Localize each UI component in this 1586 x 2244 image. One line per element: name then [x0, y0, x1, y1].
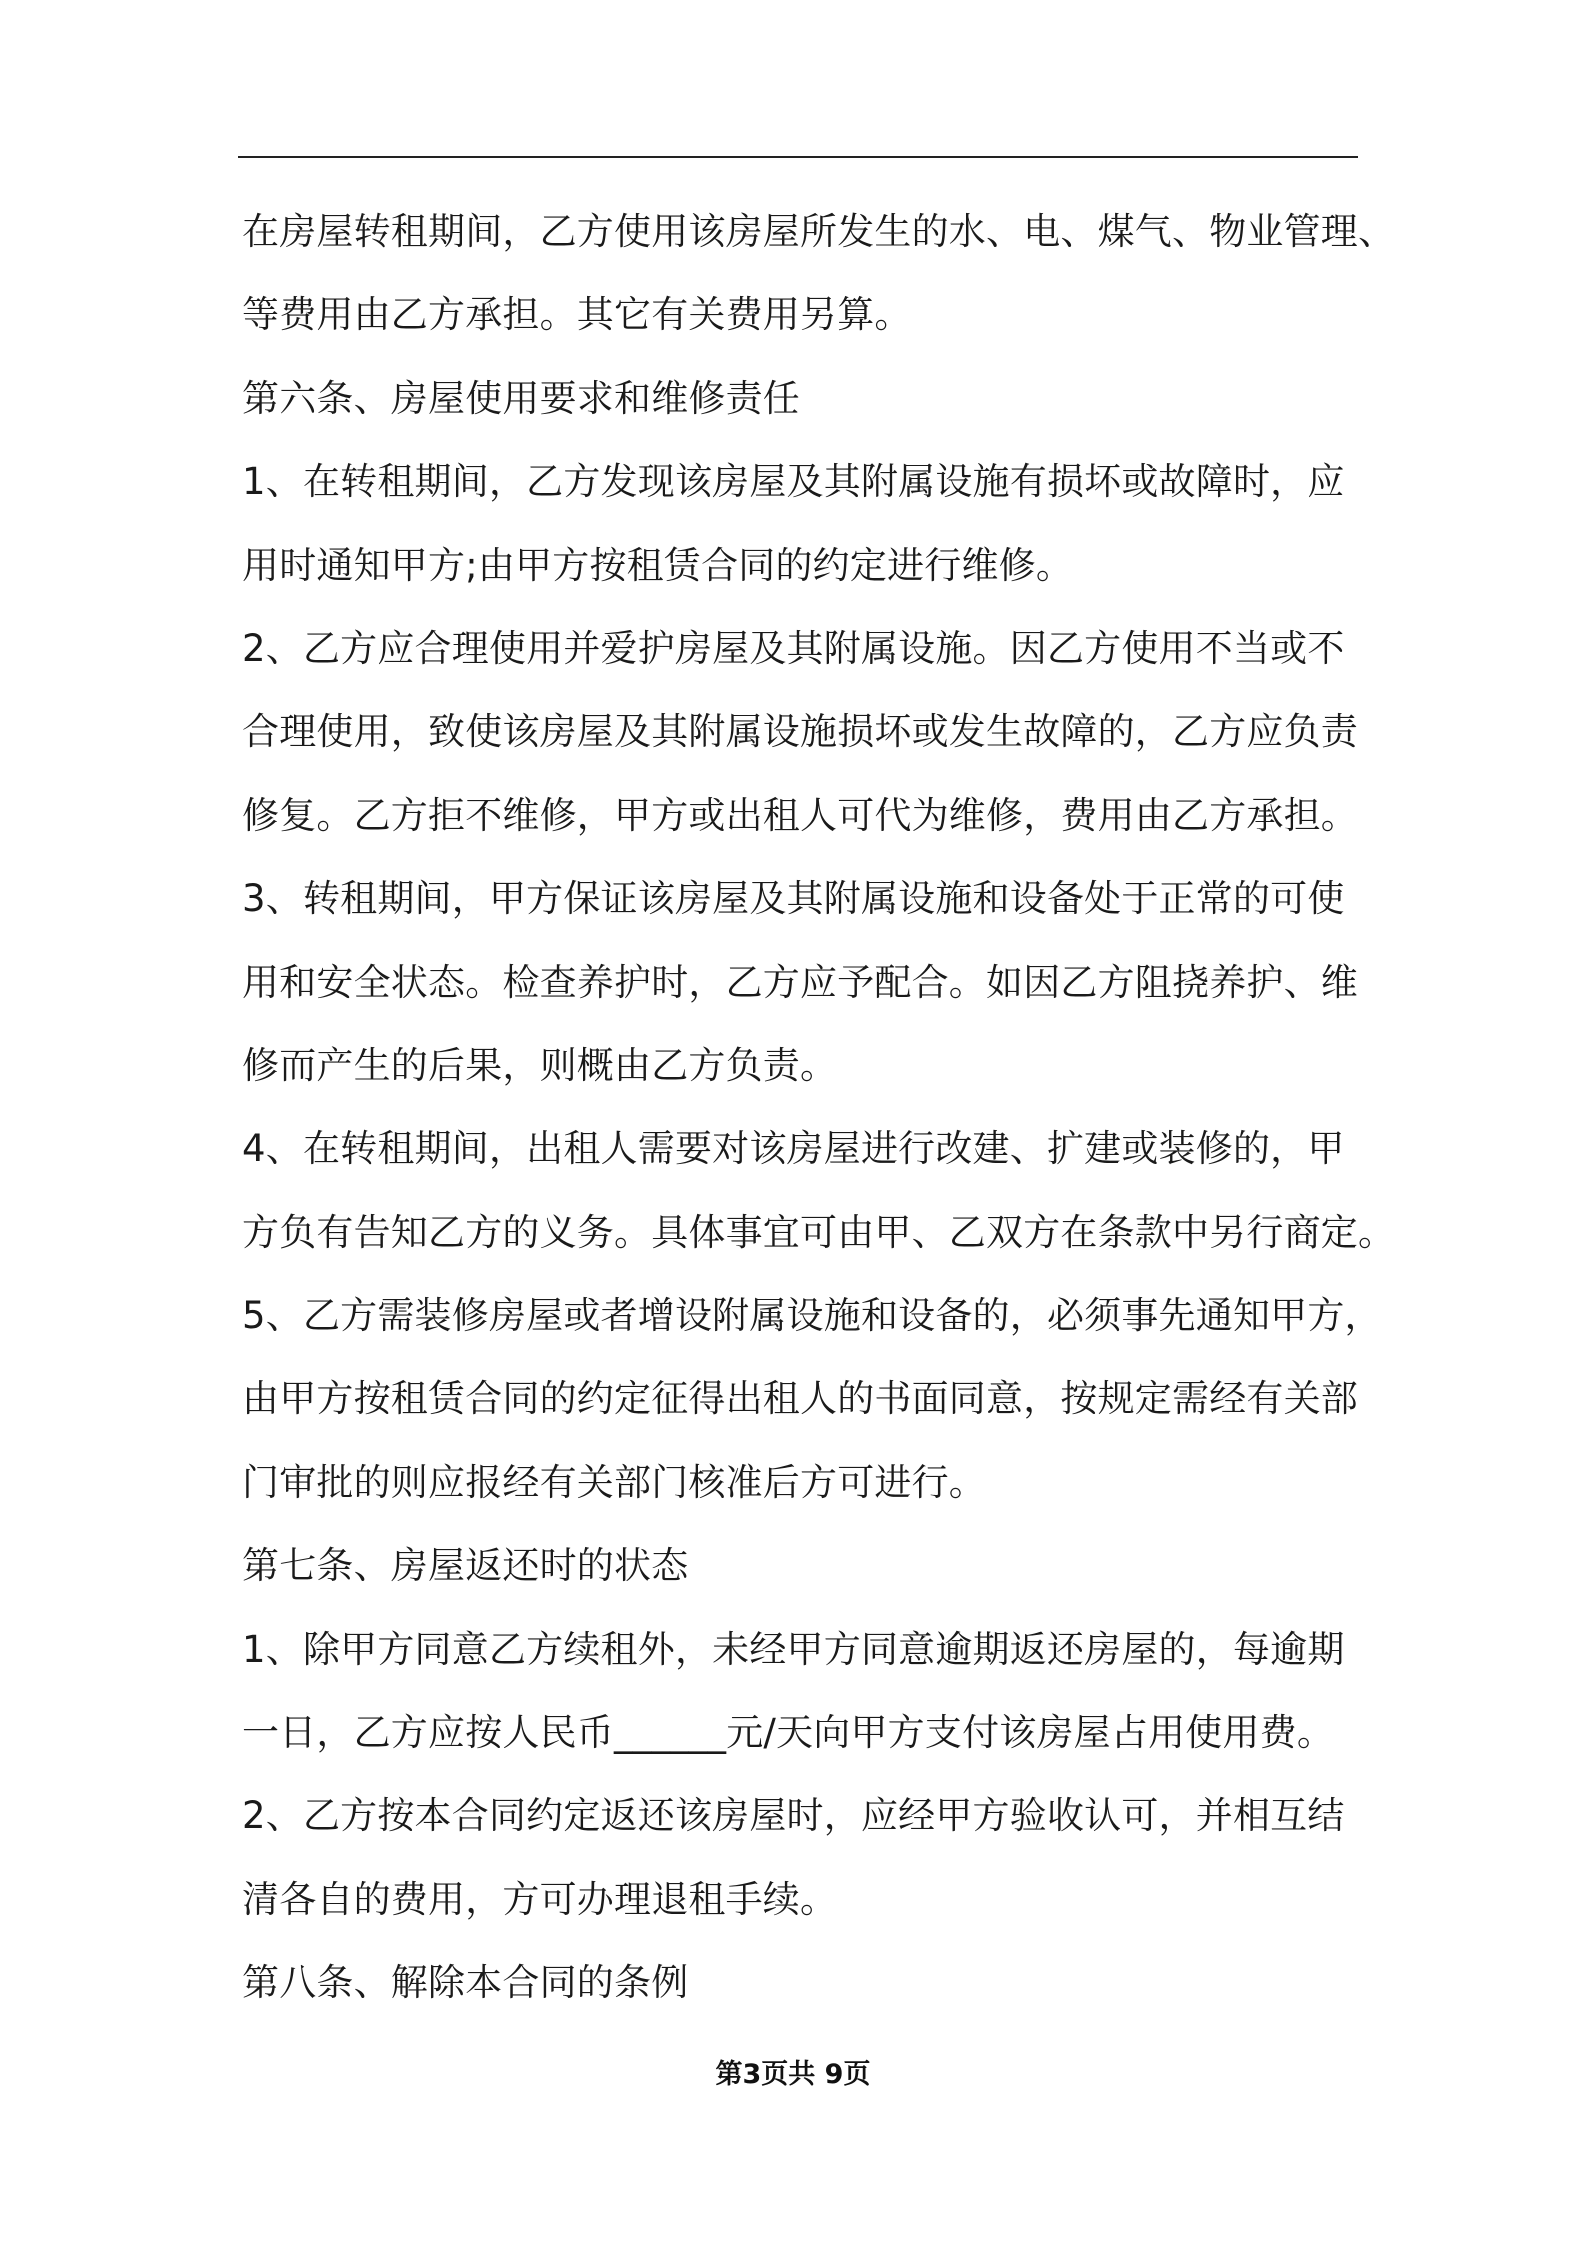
text-line: 用时通知甲方;由甲方按租赁合同的约定进行维修。: [242, 543, 1074, 587]
text-line: 1、除甲方同意乙方续租外，未经甲方同意逾期返还房屋的，每逾期: [242, 1627, 1345, 1671]
document-body: [242, 190, 1396, 2025]
text-line: 合理使用，致使该房屋及其附属设施损坏或发生故障的，乙方应负责: [242, 710, 1358, 754]
text-line: 4、在转租期间，出租人需要对该房屋进行改建、扩建或装修的，甲: [242, 1127, 1345, 1171]
text-line: 在房屋转租期间，乙方使用该房屋所发生的水、电、煤气、物业管理、: [242, 210, 1396, 253]
text-line: 一日，乙方应按人民币______元/天向甲方支付该房屋占用使用费。: [242, 1711, 1335, 1755]
section-heading: 第七条、房屋返还时的状态: [242, 1544, 689, 1588]
page-number: 第3页共 9页: [715, 2059, 871, 2090]
text-line: 由甲方按租赁合同的约定征得出租人的书面同意，按规定需经有关部: [242, 1377, 1358, 1421]
text-line: 1、在转租期间，乙方发现该房屋及其附属设施有损坏或故障时，应: [242, 460, 1345, 504]
text-line: 5、乙方需装修房屋或者增设附属设施和设备的，必须事先通知甲方，: [242, 1294, 1382, 1338]
text-line: 清各自的费用，方可办理退租手续。: [242, 1877, 838, 1921]
text-line: 方负有告知乙方的义务。具体事宜可由甲、乙双方在条款中另行商定。: [242, 1210, 1396, 1254]
text-line: 用和安全状态。检查养护时，乙方应予配合。如因乙方阻挠养护、维: [242, 960, 1358, 1004]
text-line: 等费用由乙方承担。其它有关费用另算。: [242, 293, 912, 337]
text-line: 2、乙方应合理使用并爱护房屋及其附属设施。因乙方使用不当或不: [242, 626, 1345, 670]
section-heading: 第八条、解除本合同的条例: [242, 1961, 689, 2005]
text-line: 修复。乙方拒不维修，甲方或出租人可代为维修，费用由乙方承担。: [242, 793, 1358, 837]
text-line: 修而产生的后果，则概由乙方负责。: [242, 1043, 838, 1087]
section-heading: 第六条、房屋使用要求和维修责任: [242, 376, 800, 420]
text-line: 门审批的则应报经有关部门核准后方可进行。: [242, 1460, 986, 1504]
text-line: 3、转租期间，甲方保证该房屋及其附属设施和设备处于正常的可使: [242, 877, 1345, 921]
header-rule: [238, 156, 1358, 158]
text-line: 2、乙方按本合同约定返还该房屋时，应经甲方验收认可，并相互结: [242, 1794, 1345, 1838]
